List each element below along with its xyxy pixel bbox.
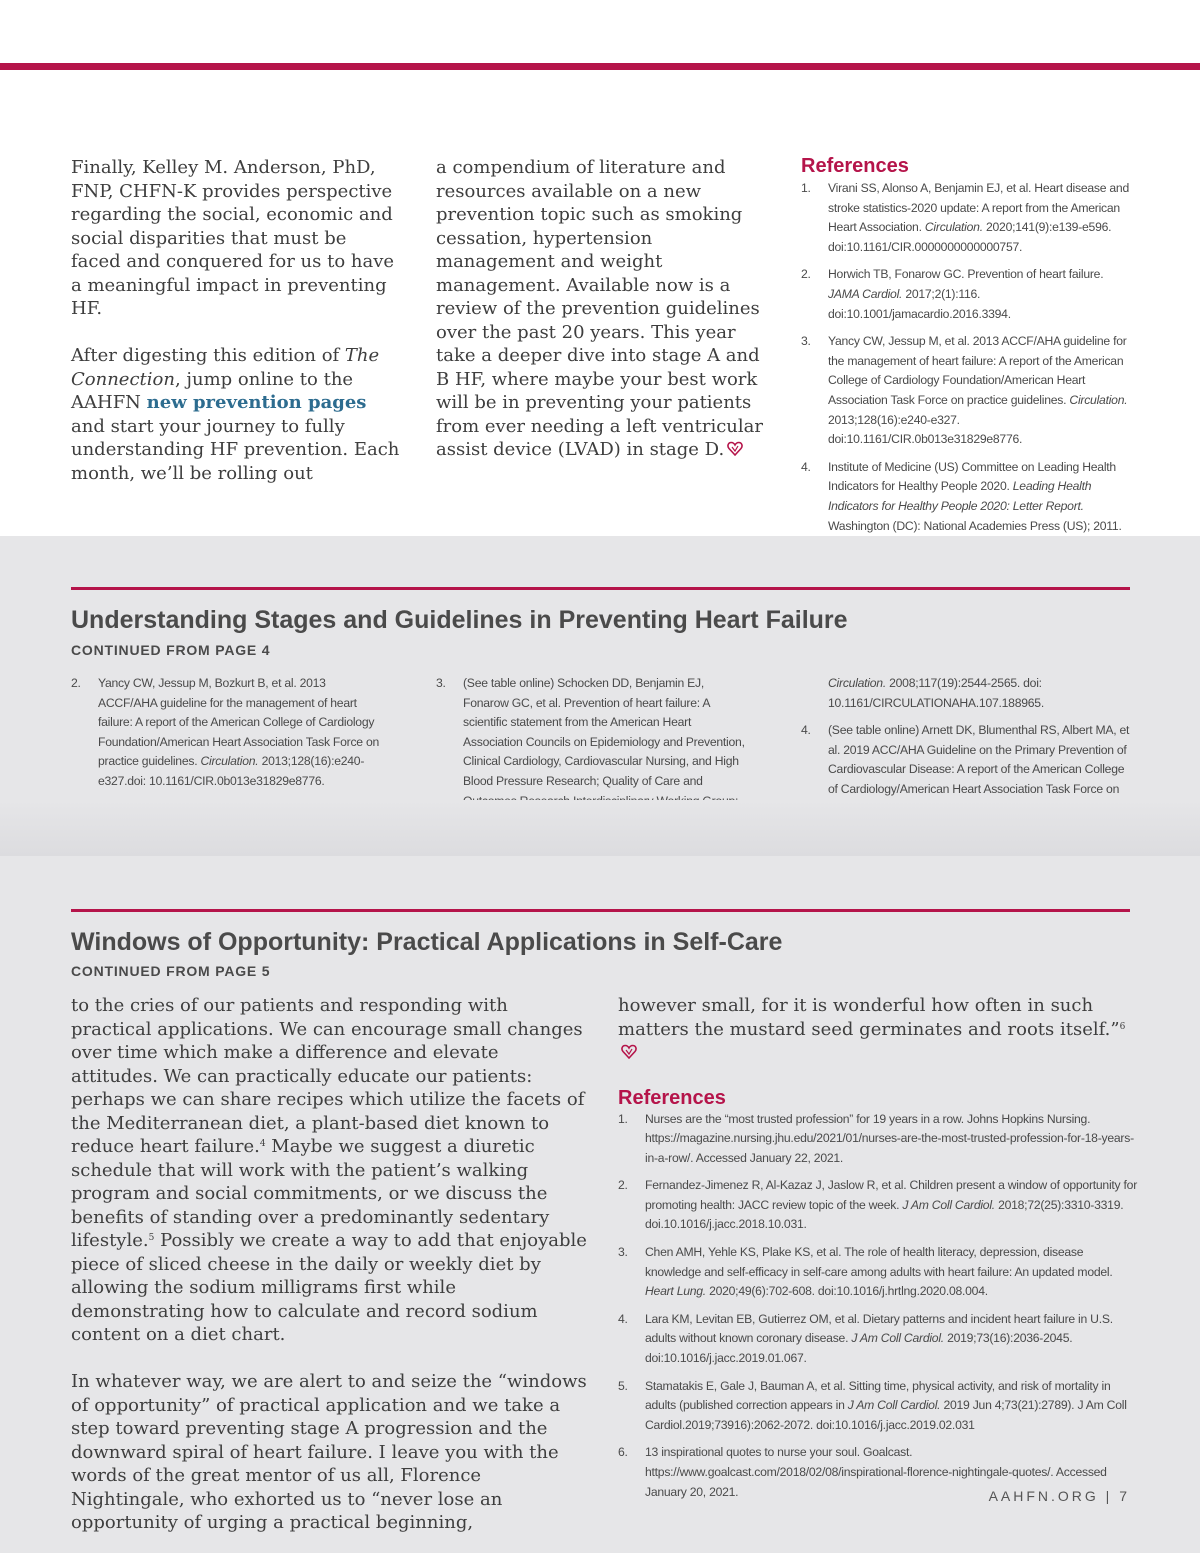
intro-paragraph-2: After digesting this edition of The Connection, jump online to the AAHFN new prevention pages and start your journey to fully understanding HF prevention. Each month, we’ll be rolling out [71,345,400,484]
section-subtitle: CONTINUED FROM PAGE 4 [71,642,271,658]
reference-item: 3. Yancy CW, Jessup M, et al. 2013 ACCF/AHA guideline for the management of heart failure: A report of the American College of Cardiology Foundation/American Heart Association Task Force on practice guidelines. Circulation. 2013;128(16):e240-e327. doi:10.1161/CIR.0b013e31829e8776. [801,334,1128,447]
windows-body-column-1 [71,994,591,1535]
reference-item: 4. Institute of Medicine (US) Committee on Leading Health Indicators for Healthy People 2020. Leading Health Indicators for Healthy People 2020: Letter Report. Washington (DC): National Academies Press (US); 2011. [801,459,1122,533]
intro-references [801,155,1136,556]
section-divider-shade [0,800,1200,856]
references-heading: References [618,1086,726,1109]
reference-list [618,1110,1138,1503]
intro-section [0,0,1200,536]
windows-opportunity-section [0,856,1200,1553]
reference-list [801,179,1136,556]
reference-item: 4. Lara KM, Levitan EB, Gutierrez OM, et al. Dietary patterns and incident heart failure in U.S. adults without known coronary disease. J Am Coll Cardiol. 2019;73(16):2036-2045. doi:10.1016/j.jacc.2019.01.067. [618,1311,1113,1366]
intro-paragraph-1: Finally, Kelley M. Anderson, PhD, FNP, CHFN-K provides perspective regarding the social, economic and social disparities that must be faced and conquered for us to have a meaningful impact in preventing HF. [71,157,395,319]
body-paragraph-3: however small, for it is wonderful how often in such matters the mustard seed germinates and roots itself.”$^6$ [618,994,1138,1065]
reference-item: 1. Nurses are the “most trusted profession” for 19 years in a row. Johns Hopkins Nursing. https://magazine.nursing.jhu.edu/2021/01/nurses-are-the-most-trusted-profession-for-18-years-in-a-row/. Accessed January 22, 2021. [618,1111,1134,1165]
reference-item: 3. (See table online) Schocken DD, Benjamin EJ, Fonarow GC, et al. Prevention of heart failure: A scientific statement from the American Heart Association Councils on Epidemiology and Prevention, Clinical Cardiology, Cardiovascular Nursing, and High Blood Pressure Research; Quality of Care and [436,676,745,788]
prevention-pages-link[interactable]: new prevention pages [146,392,367,413]
intro-paragraph-3: a compendium of literature and resources available on a new prevention topic such as smoking cessation, hypertension management and weight management. Available now is a review of the prevention guidelines over the past 20 years. This year take a deeper dive into stage A and B HF, where maybe your best work will be in preventing your patients from ever needing a left ventricular assist device (LVAD) in stage D. [436,157,763,460]
intro-column-2 [436,156,766,462]
heart-icon [727,441,743,456]
heart-icon [621,1044,637,1059]
stages-references-col-1 [71,674,381,792]
section-subtitle: CONTINUED FROM PAGE 5 [71,963,271,979]
section-title: Windows of Opportunity: Practical Applications in Self-Care [71,928,783,956]
page-footer: AAHFN.ORG | 7 [988,1488,1130,1504]
body-paragraph-2: In whatever way, we are alert to and seize the “windows of opportunity” of practical application and we take a step toward preventing stage A progression and the downward spiral of heart failure. I leave you with the words of the great mentor of us all, Florence Nightingale, who exhorted us to “never lose an opportunity of urging a practical beginning, [71,1371,587,1533]
references-heading: References [801,155,909,177]
reference-item: 3. Chen AMH, Yehle KS, Plake KS, et al. The role of health literacy, depression, disease knowledge and self-efficacy in self-care among adults with heart failure: An updated model. Heart Lung. 2020;49(6):702-608. doi:10.1016/j.hrtlng.2020.08.004. [618,1245,1113,1299]
reference-item: 1. Virani SS, Alonso A, Benjamin EJ, et al. Heart disease and stroke statistics-2020 update: A report from the American Heart Association. Circulation. 2020;141(9):e139-e596. doi:10.1161/CIR.0000000000000757. [801,181,1129,254]
section-rule [71,909,1130,912]
reference-item: 2. Horwich TB, Fonarow GC. Prevention of heart failure. JAMA Cardiol. 2017;2(1):116. doi:10.1001/jamacardio.2016.3394. [801,267,1104,321]
reference-item: 6. 13 inspirational quotes to nurse your soul. Goalcast. https://www.goalcast.com/2018/02/08/inspirational-florence-nightingale-quotes/. Accessed January 20, 2021. [618,1445,1107,1499]
body-paragraph-1: to the cries of our patients and responding with practical applications. We can encourage small changes over time which make a difference and elevate attitudes. We can practically educate our patients: perhaps we can share recipes which utilize the facets of the Mediterranean diet, a plant-based diet known to reduce heart failure.$^4$ Maybe we suggest a diuretic schedule that will work with the patient’s walking program and social commitments, or we discuss the benefits of standing over a predominantly sedentary lifestyle.$^5$ Possibly we create a way to add that enjoyable piece of sliced cheese in the daily or weekly diet by allowing the sodium milligrams first while demonstrating how to calculate and record sodium content on a diet chart. [71,995,587,1345]
reference-item: 4. (See table online) Arnett DK, Blumenthal RS, Albert MA, et al. 2019 ACC/AHA Guideline on the Primary Prevention of Cardiovascular Disease: A report of the American College of Cardiology/American Heart Association Task Force on [801,723,1130,796]
section-title: Understanding Stages and Guidelines in Preventing Heart Failure [71,606,848,634]
reference-continuation: Circulation. 2008;117(19):2544-2565. doi: 10.1161/CIRCULATIONAHA.107.188965. [828,676,1044,710]
windows-body-column-2 [618,994,1138,1502]
reference-item: 5. Stamatakis E, Gale J, Bauman A, et al. Sitting time, physical activity, and risk of mortality in adults (published correction appears in J Am Coll Cardiol. 2019 Jun 4;73(21):2789). J Am Coll Cardiol.2019;73916):2062-2072. doi:10.1016/j.jacc.2019.02.031 [618,1378,1127,1432]
reference-item: 2. Yancy CW, Jessup M, Bozkurt B, et al. 2013 ACCF/AHA guideline for the management of heart failure: A report of the American College of Cardiology Foundation/American Heart Association Task Force on practice guidelines. Circulation. 2013;128(16):e240-e327.doi: 10.1161/CIR.0b013e31829e8776. [71,676,380,788]
reference-item: 2. Fernandez-Jimenez R, Al-Kazaz J, Jaslow R, et al. Children present a window of opportunity for promoting health: JACC review topic of the week. J Am Coll Cardiol. 2018;72(25):3310-3319. doi.10.1016/j.jacc.2018.10.031. [618,1178,1137,1232]
intro-column-1 [71,156,401,485]
section-rule [71,587,1130,590]
